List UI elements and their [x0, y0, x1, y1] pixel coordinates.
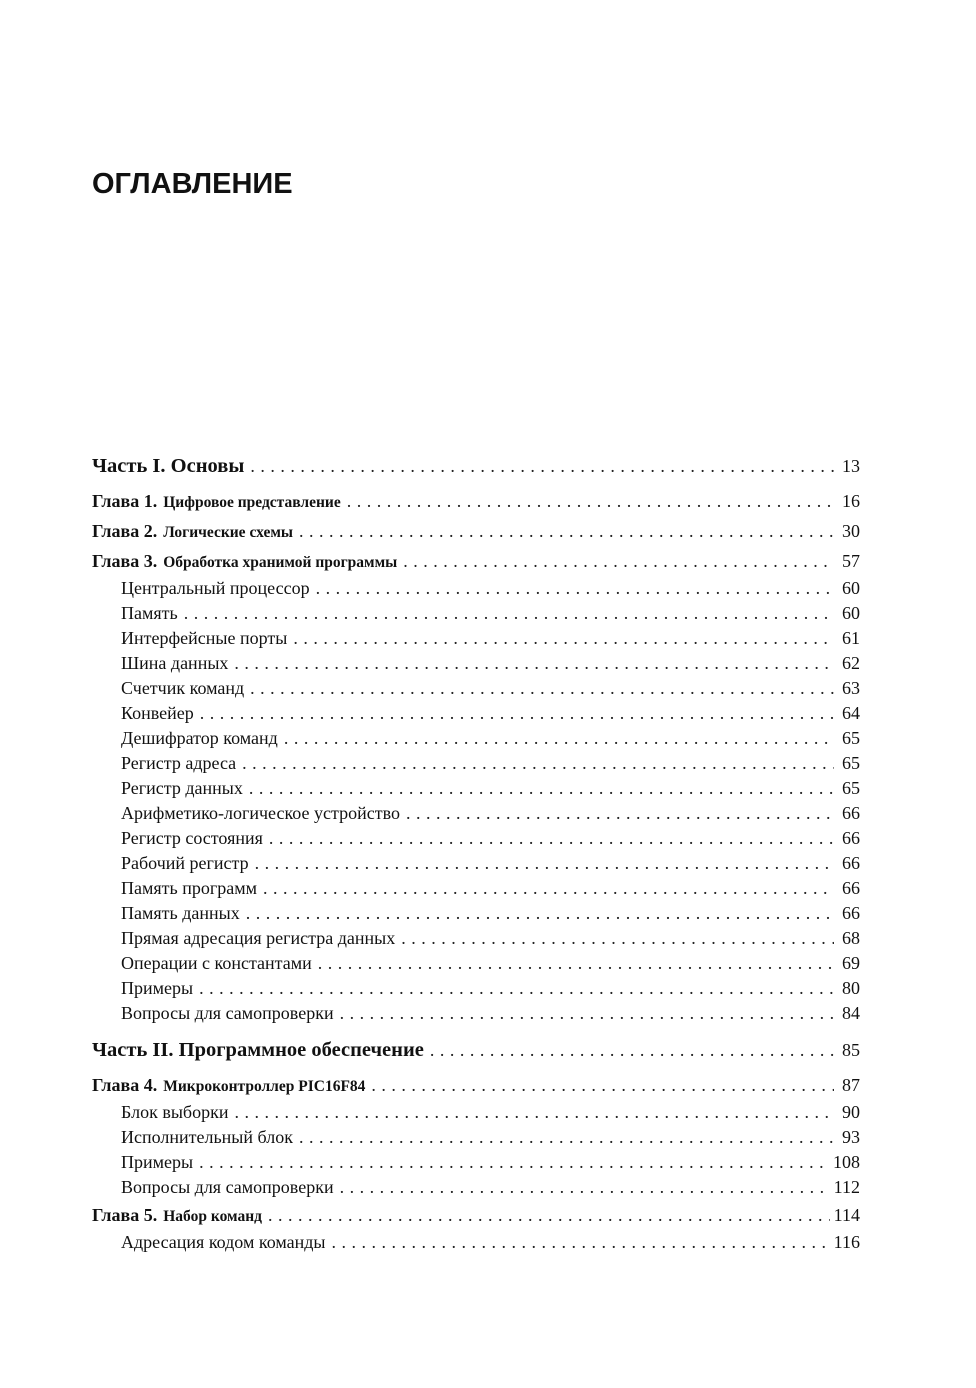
toc-entry-section[interactable]	[92, 1100, 860, 1125]
toc-entry-title: Конвейер	[121, 703, 194, 723]
toc-page-number: 66	[842, 828, 860, 848]
dot-leader	[316, 576, 834, 601]
toc-entry-label	[121, 1230, 326, 1255]
toc-entry-label	[121, 926, 395, 951]
toc-entry-part[interactable]	[92, 450, 860, 482]
chapter-number: Глава 5.	[92, 1205, 158, 1225]
toc-entry-title: Набор команд	[163, 1208, 263, 1225]
toc-entry-title: Регистр состояния	[121, 828, 263, 848]
toc-entry-section[interactable]	[92, 651, 860, 676]
toc-page-number: 60	[842, 578, 860, 598]
toc-entry-label	[121, 976, 193, 1001]
dot-leader	[403, 546, 834, 576]
toc-entry-label	[92, 516, 293, 548]
toc-entry-section[interactable]	[92, 1150, 860, 1175]
dot-leader	[242, 751, 834, 776]
toc-page-number: 66	[842, 903, 860, 923]
toc-entry-title: Обработка хранимой программы	[163, 554, 398, 571]
dot-leader	[199, 1150, 829, 1175]
toc-page-number: 90	[842, 1102, 860, 1122]
dot-leader	[263, 876, 834, 901]
toc-entry-part[interactable]	[92, 1034, 860, 1066]
toc-page-number: 60	[842, 603, 860, 623]
toc-entry-label	[121, 951, 312, 976]
toc-page-number: 69	[842, 953, 860, 973]
dot-leader	[371, 1070, 834, 1100]
toc-entry-title: Регистр адреса	[121, 753, 237, 773]
toc-entry-label	[121, 826, 263, 851]
toc-entry-chapter[interactable]	[92, 486, 860, 516]
toc-entry-label	[121, 1150, 193, 1175]
toc-page-number: 66	[842, 803, 860, 823]
toc-entry-chapter[interactable]	[92, 516, 860, 546]
toc-entry-label	[92, 1034, 424, 1066]
toc-page-number: 66	[842, 878, 860, 898]
toc-entry-label	[121, 1100, 228, 1125]
dot-leader	[200, 701, 834, 726]
toc-entry-label	[121, 1125, 293, 1150]
toc-entry-title: Исполнительный блок	[121, 1127, 293, 1147]
toc-page-number: 65	[842, 728, 860, 748]
toc-entry-title: Примеры	[121, 1152, 194, 1172]
toc-entry-title: Регистр данных	[121, 778, 243, 798]
toc-page-number: 84	[842, 1003, 860, 1023]
toc-page-number: 63	[842, 678, 860, 698]
toc-entry-section[interactable]	[92, 1001, 860, 1026]
toc-entry-section[interactable]	[92, 626, 860, 651]
chapter-number: Глава 4.	[92, 1075, 158, 1095]
toc-entry-label	[92, 1200, 262, 1232]
dot-leader	[347, 486, 834, 516]
toc-entry-section[interactable]	[92, 926, 860, 951]
dot-leader	[293, 626, 834, 651]
toc-page-number: 68	[842, 928, 860, 948]
toc-entry-title: Центральный процессор	[121, 578, 310, 598]
dot-leader	[249, 776, 834, 801]
dot-leader	[340, 1175, 830, 1200]
toc-entry-title: Дешифратор команд	[121, 728, 278, 748]
toc-entry-label	[121, 901, 240, 926]
toc-page-number: 65	[842, 778, 860, 798]
dot-leader	[299, 1125, 834, 1150]
toc-entry-title: Цифровое представление	[163, 494, 341, 511]
toc-entry-section[interactable]	[92, 876, 860, 901]
toc-entry-chapter[interactable]	[92, 1200, 860, 1230]
toc-entry-section[interactable]	[92, 951, 860, 976]
dot-leader	[234, 651, 834, 676]
toc-entry-title: Прямая адресация регистра данных	[121, 928, 396, 948]
toc-entry-label	[92, 546, 397, 578]
toc-entry-section[interactable]	[92, 1230, 860, 1255]
part-spacer	[92, 1026, 860, 1034]
toc-entry-title: Операции с константами	[121, 953, 312, 973]
dot-leader	[284, 726, 834, 751]
toc-entry-section[interactable]	[92, 676, 860, 701]
toc-entry-section[interactable]	[92, 576, 860, 601]
toc-entry-title: Вопросы для самопроверки	[121, 1177, 334, 1197]
toc-entry-title: Память	[121, 603, 178, 623]
toc-entry-title: Микроконтроллер PIC16F84	[163, 1078, 366, 1095]
toc-entry-chapter[interactable]	[92, 546, 860, 576]
toc-page-number: 112	[833, 1177, 860, 1197]
toc-page-number: 116	[833, 1232, 860, 1252]
dot-leader	[340, 1001, 834, 1026]
toc-entry-title: Память данных	[121, 903, 240, 923]
toc-entry-label	[121, 726, 278, 751]
toc-entry-label	[121, 801, 400, 826]
toc-entry-title: Адресация кодом команды	[121, 1232, 326, 1252]
toc-entry-title: Часть I. Основы	[92, 455, 245, 477]
dot-leader	[246, 901, 834, 926]
toc-entry-section[interactable]	[92, 976, 860, 1001]
dot-leader	[255, 851, 834, 876]
chapter-number: Глава 1.	[92, 491, 158, 511]
chapter-number: Глава 2.	[92, 521, 158, 541]
dot-leader	[234, 1100, 834, 1125]
toc-entry-label	[121, 851, 249, 876]
toc-entry-title: Блок выборки	[121, 1102, 229, 1122]
toc-entry-title: Память программ	[121, 878, 258, 898]
dot-leader	[268, 1200, 830, 1230]
toc-entry-title: Вопросы для самопроверки	[121, 1003, 334, 1023]
toc-page-number: 64	[842, 703, 860, 723]
dot-leader	[299, 516, 834, 546]
toc-entry-chapter[interactable]	[92, 1070, 860, 1100]
toc-entry-label	[121, 776, 243, 801]
toc-entry-section[interactable]	[92, 726, 860, 751]
toc-entry-section[interactable]	[92, 701, 860, 726]
toc-page-number: 80	[842, 978, 860, 998]
toc-page-number: 13	[842, 456, 860, 476]
toc-entry-label	[121, 601, 178, 626]
toc-entry-section[interactable]	[92, 801, 860, 826]
toc-entry-title: Шина данных	[121, 653, 229, 673]
toc-page-number: 62	[842, 653, 860, 673]
toc-entry-title: Арифметико-логическое устройство	[121, 803, 400, 823]
chapter-number: Глава 3.	[92, 551, 158, 571]
toc-entry-section[interactable]	[92, 826, 860, 851]
toc-entry-title: Часть II. Программное обеспечение	[92, 1039, 424, 1061]
toc-page-number: 16	[842, 491, 860, 511]
toc-entry-section[interactable]	[92, 1175, 860, 1200]
toc-page-number: 65	[842, 753, 860, 773]
toc-entry-section[interactable]	[92, 776, 860, 801]
dot-leader	[184, 601, 834, 626]
dot-leader	[250, 450, 834, 482]
toc-entry-section[interactable]	[92, 901, 860, 926]
dot-leader	[332, 1230, 830, 1255]
toc-page-number: 87	[842, 1075, 860, 1095]
toc-entry-label	[121, 701, 194, 726]
dot-leader	[269, 826, 834, 851]
toc-entry-label	[92, 486, 341, 518]
toc-page-number: 85	[842, 1040, 860, 1060]
toc-page-number: 114	[833, 1205, 860, 1225]
toc-entry-title: Примеры	[121, 978, 194, 998]
toc-entry-label	[121, 876, 257, 901]
toc-page-number: 57	[842, 551, 860, 571]
toc-page-number: 93	[842, 1127, 860, 1147]
dot-leader	[430, 1034, 834, 1066]
toc-entry-section[interactable]	[92, 751, 860, 776]
dot-leader	[401, 926, 834, 951]
dot-leader	[250, 676, 834, 701]
toc-page-number: 30	[842, 521, 860, 541]
toc-page-number: 61	[842, 628, 860, 648]
toc-entry-label	[121, 576, 310, 601]
page-title: ОГЛАВЛЕНИЕ	[92, 168, 293, 200]
toc-entry-label	[92, 450, 244, 482]
dot-leader	[199, 976, 834, 1001]
toc-entry-section[interactable]	[92, 601, 860, 626]
toc-entry-label	[121, 751, 236, 776]
toc-entry-label	[121, 1001, 334, 1026]
toc-entry-label	[121, 1175, 334, 1200]
toc-entry-title: Рабочий регистр	[121, 853, 249, 873]
toc-page-number: 108	[833, 1152, 860, 1172]
toc-entry-title: Логические схемы	[163, 524, 294, 541]
toc-entry-section[interactable]	[92, 1125, 860, 1150]
dot-leader	[406, 801, 834, 826]
toc-entry-label	[92, 1070, 365, 1102]
dot-leader	[318, 951, 834, 976]
toc-entry-label	[121, 651, 228, 676]
toc-page-number: 66	[842, 853, 860, 873]
toc-entry-title: Интерфейсные порты	[121, 628, 288, 648]
toc-entry-section[interactable]	[92, 851, 860, 876]
table-of-contents	[92, 450, 860, 1255]
toc-entry-label	[121, 626, 287, 651]
toc-entry-label	[121, 676, 244, 701]
toc-entry-title: Счетчик команд	[121, 678, 245, 698]
